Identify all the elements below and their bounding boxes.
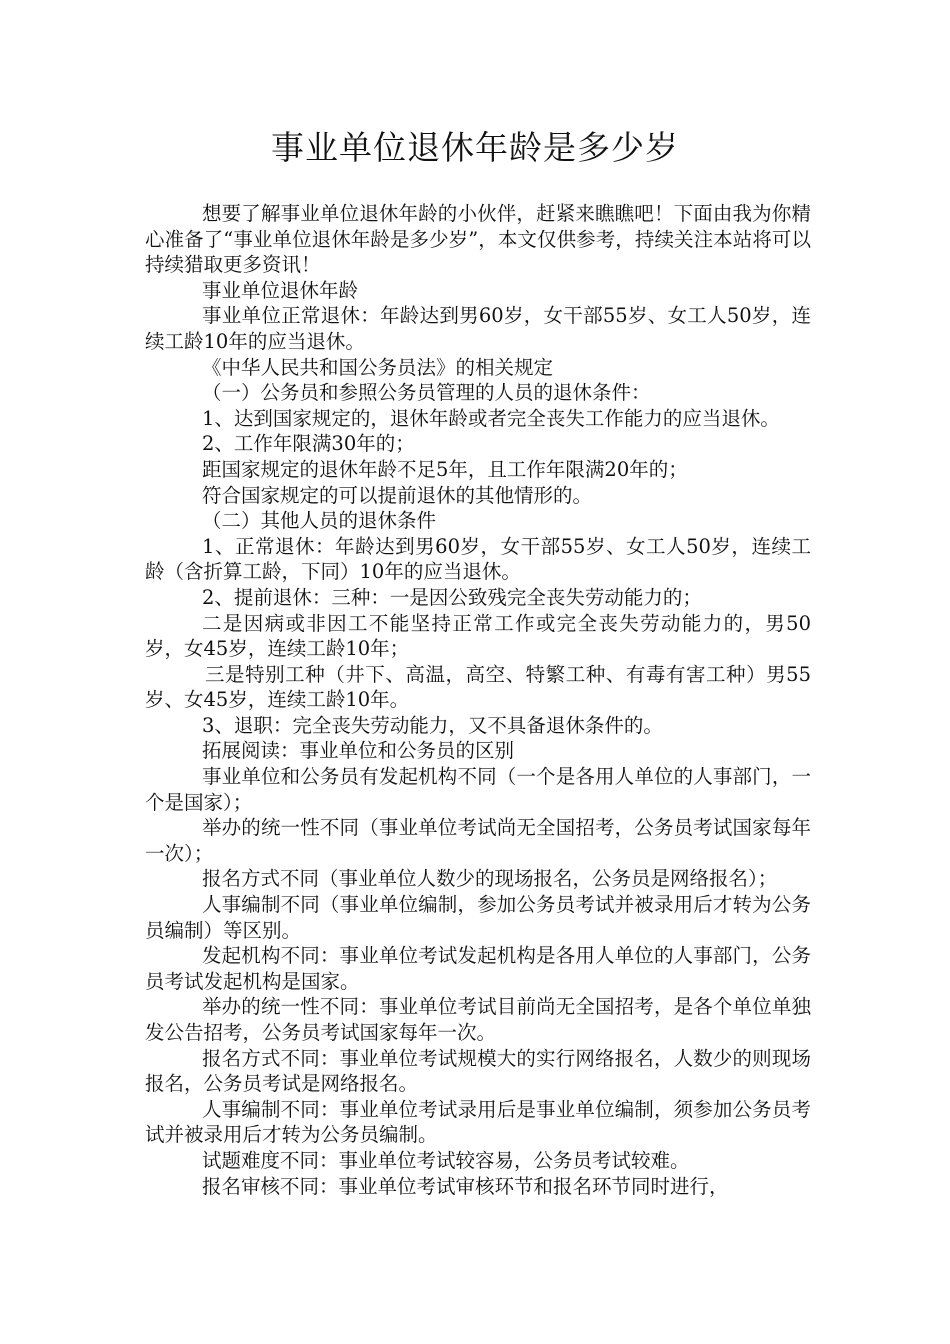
paragraph-resignation: 3、退职：完全丧失劳动能力，又不具备退休条件的。 bbox=[202, 713, 663, 737]
paragraph-item-4: 符合国家规定的可以提前退休的其他情形的。 bbox=[202, 483, 593, 507]
paragraph-item-1: 1、达到国家规定的，退休年龄或者完全丧失工作能力的应当退休。 bbox=[202, 406, 780, 430]
paragraph-special-work: 三是特别工种（井下、高温，高空、特繁工种、有毒有害工种）男55岁、女45岁，连续工龄10年。 bbox=[145, 662, 811, 712]
paragraph-uniformity: 举办的统一性不同：事业单位考试目前尚无全国招考，是各个单位单独发公告招考，公务员考试国家每年一次。 bbox=[145, 995, 811, 1044]
paragraph-difference-3: 报名方式不同（事业单位人数少的现场报名，公务员是网络报名）； bbox=[202, 867, 778, 891]
paragraph-staffing: 人事编制不同：事业单位考试录用后是事业单位编制，须参加公务员考试并被录用后才转为公务员编制。 bbox=[145, 1097, 811, 1147]
paragraph-difficulty: 试题难度不同：事业单位考试较容易，公务员考试较难。 bbox=[202, 1148, 690, 1172]
document-title: 事业单位退休年龄是多少岁 bbox=[271, 128, 679, 167]
paragraph-difference-1: 事业单位和公务员有发起机构不同（一个是各用人单位的人事部门，一个是国家）； bbox=[145, 765, 811, 814]
paragraph-initiating-body: 发起机构不同：事业单位考试发起机构是各用人单位的人事部门，公务员考试发起机构是国家。 bbox=[145, 944, 811, 993]
paragraph-item-3: 距国家规定的退休年龄不足5年，且工作年限满20年的； bbox=[202, 457, 688, 481]
paragraph-illness-retirement: 二是因病或非因工不能坚持正常工作或完全丧失劳动能力的，男50岁，女45岁，连续工龄10年； bbox=[145, 611, 811, 661]
paragraph-normal-retirement-2: 1、正常退休：年龄达到男60岁，女干部55岁、女工人50岁，连续工龄（含折算工龄，下同）10年的应当退休。 bbox=[145, 534, 811, 584]
document-body bbox=[145, 201, 811, 1199]
paragraph-item-2: 2、工作年限满30年的； bbox=[202, 432, 415, 456]
paragraph-extended-reading: 拓展阅读：事业单位和公务员的区别 bbox=[202, 739, 515, 763]
paragraph-difference-2: 举办的统一性不同（事业单位考试尚无全国招考，公务员考试国家每年一次）； bbox=[145, 816, 811, 865]
paragraph-early-retirement: 2、提前退休：三种：一是因公致残完全丧失劳动能力的； bbox=[202, 585, 702, 609]
paragraph-section-two: （二）其他人员的退休条件 bbox=[202, 509, 437, 533]
paragraph-normal-retirement: 事业单位正常退休：年龄达到男60岁，女干部55岁、女工人50岁，连续工龄10年的应当退休。 bbox=[145, 304, 811, 353]
paragraph-review: 报名审核不同：事业单位考试审核环节和报名环节同时进行， bbox=[202, 1174, 729, 1198]
paragraph-registration-method: 报名方式不同：事业单位考试规模大的实行网络报名，人数少的则现场报名，公务员考试是网络报名。 bbox=[145, 1046, 811, 1096]
paragraph-section-one: （一）公务员和参照公务员管理的人员的退休条件： bbox=[202, 381, 651, 405]
paragraph-heading-retirement-age: 事业单位退休年龄 bbox=[202, 278, 359, 302]
paragraph-civil-servant-law: 《中华人民共和国公务员法》的相关规定 bbox=[202, 355, 554, 379]
paragraph-difference-4: 人事编制不同（事业单位编制，参加公务员考试并被录用后才转为公务员编制）等区别。 bbox=[145, 893, 811, 942]
paragraph-intro: 想要了解事业单位退休年龄的小伙伴，赶紧来瞧瞧吧！下面由我为你精心准备了“事业单位退休年龄是多少岁”，本文仅供参考，持续关注本站将可以持续猎取更多资讯！ bbox=[145, 202, 811, 277]
